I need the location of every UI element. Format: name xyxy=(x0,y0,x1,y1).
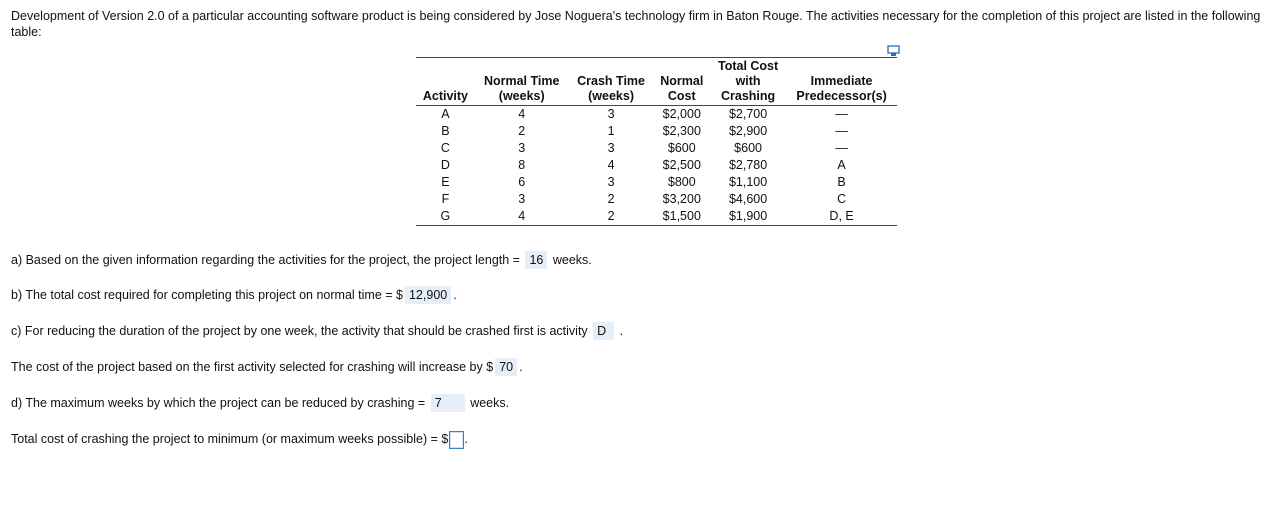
cell-crash-cost: $2,780 xyxy=(728,158,768,172)
cell-crash-time: 3 xyxy=(607,107,615,121)
cell-normal-time: 3 xyxy=(518,141,526,155)
cell-activity: B xyxy=(441,124,450,138)
table-row xyxy=(416,157,897,174)
answer-project-length[interactable]: 16 xyxy=(525,251,547,269)
cell-normal-cost: $1,500 xyxy=(654,208,710,226)
cell-crash-time: 2 xyxy=(569,208,654,226)
cell-normal-time: 4 xyxy=(475,208,569,226)
cell-predecessor: — xyxy=(835,107,848,121)
cell-predecessor: — xyxy=(835,141,848,155)
question-c2: The cost of the project based on the first activity selected for crashing will increase by $ 70 . xyxy=(11,360,523,374)
question-d: d) The maximum weeks by which the project can be reduced by crashing = 7 weeks. xyxy=(11,396,510,410)
answer-normal-cost[interactable]: 12,900 xyxy=(405,286,451,304)
col-activity: Activity xyxy=(416,58,475,106)
cell-crash-time: 4 xyxy=(607,158,615,172)
activity-table xyxy=(416,57,897,226)
cell-crash-cost: $1,100 xyxy=(728,175,768,189)
cell-normal-time: 6 xyxy=(518,175,526,189)
copy-icon[interactable] xyxy=(887,45,901,57)
cell-crash-cost: $4,600 xyxy=(728,192,768,206)
cell-activity: A xyxy=(441,107,450,121)
cell-normal-cost: $600 xyxy=(667,141,696,155)
cell-crash-time: 2 xyxy=(607,192,615,206)
answer-max-weeks[interactable]: 7 xyxy=(431,394,465,412)
cell-activity: D xyxy=(440,158,450,172)
cell-crash-time: 3 xyxy=(607,175,615,189)
cell-normal-cost: $2,000 xyxy=(662,107,701,121)
col-predecessors: Immediate Predecessor(s) xyxy=(786,58,897,106)
cell-predecessor: C xyxy=(837,192,847,206)
table-row xyxy=(416,208,897,226)
cell-crash-cost: $2,900 xyxy=(728,124,768,138)
cell-crash-time: 1 xyxy=(607,124,615,138)
question-a: a) Based on the given information regarding the activities for the project, the project length = 16 weeks. xyxy=(11,253,592,267)
table-row xyxy=(416,140,897,157)
col-normal-time: Normal Time (weeks) xyxy=(475,58,569,106)
col-crash-time: Crash Time (weeks) xyxy=(569,58,654,106)
cell-crash-cost: $600 xyxy=(734,141,762,155)
table-row xyxy=(416,123,897,140)
table-row xyxy=(416,106,897,124)
table-row xyxy=(416,174,897,191)
col-normal-cost: Normal Cost xyxy=(654,58,710,106)
cell-predecessor: B xyxy=(837,175,846,189)
cell-normal-time: 4 xyxy=(518,107,526,121)
problem-statement: Development of Version 2.0 of a particular accounting software product is being considered by Jose Noguera's technology firm in Baton Rouge. The activities necessary for the completion of this project are listed in the following table: xyxy=(11,9,1261,39)
cell-crash-time: 3 xyxy=(607,141,615,155)
col-total-cost: Total Cost with Crashing xyxy=(710,58,786,106)
answer-input-total-crash-cost[interactable] xyxy=(449,431,464,449)
cell-normal-cost: $3,200 xyxy=(662,192,701,206)
cell-predecessor: D, E xyxy=(786,208,897,226)
cell-normal-cost: $2,300 xyxy=(662,124,701,138)
cell-activity: C xyxy=(440,141,450,155)
cell-normal-time: 2 xyxy=(518,124,526,138)
cell-normal-time: 8 xyxy=(518,158,526,172)
cell-normal-cost: $2,500 xyxy=(662,158,701,172)
question-b: b) The total cost required for completing this project on normal time = $ 12,900 . xyxy=(11,288,457,302)
cell-crash-cost: $2,700 xyxy=(728,107,768,121)
cell-normal-time: 3 xyxy=(518,192,526,206)
cell-activity: E xyxy=(441,175,450,189)
table-row xyxy=(416,191,897,208)
question-e: Total cost of crashing the project to minimum (or maximum weeks possible) = $ . xyxy=(11,430,468,449)
cell-predecessor: — xyxy=(835,124,848,138)
cell-crash-cost: $1,900 xyxy=(710,208,786,226)
cell-normal-cost: $800 xyxy=(667,175,696,189)
question-c: c) For reducing the duration of the project by one week, the activity that should be crashed first is activity D . xyxy=(11,324,624,338)
answer-cost-increase[interactable]: 70 xyxy=(495,358,517,376)
answer-first-crash-activity[interactable]: D xyxy=(593,322,614,340)
cell-predecessor: A xyxy=(837,158,846,172)
cell-activity: F xyxy=(441,192,450,206)
cell-activity: G xyxy=(416,208,475,226)
